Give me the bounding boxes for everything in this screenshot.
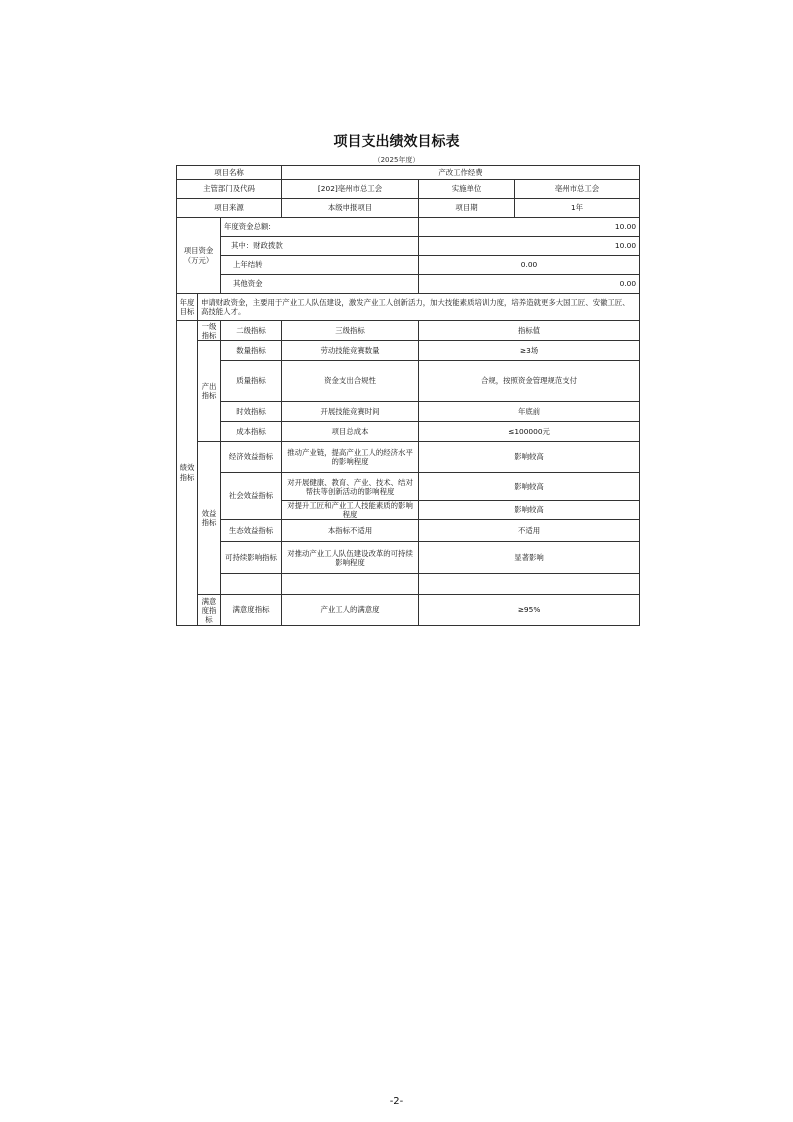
output-label: 产出指标 (198, 341, 221, 442)
funds-carryover-label: 上年结转 (221, 256, 419, 275)
indicator-value: 年底前 (419, 402, 640, 422)
table-row (177, 321, 640, 341)
table-row (177, 402, 640, 422)
indicator-l3: 资金支出合规性 (282, 361, 419, 402)
indicator-l2: 社会效益指标 (221, 473, 282, 520)
dept-label: 主管部门及代码 (177, 180, 282, 199)
indicator-l2: 时效指标 (221, 402, 282, 422)
level1-header: 一级指标 (198, 321, 221, 341)
table-row (177, 341, 640, 361)
table-row (177, 542, 640, 574)
indicator-value: 合规，按照资金管理规范支付 (419, 361, 640, 402)
level3-header: 三级指标 (282, 321, 419, 341)
funds-fiscal-label: 其中：财政拨款 (221, 237, 419, 256)
funds-total-label: 年度资金总额: (221, 218, 419, 237)
indicator-l2: 质量指标 (221, 361, 282, 402)
indicator-l3: 产业工人的满意度 (282, 595, 419, 626)
indicator-l3: 劳动技能竞赛数量 (282, 341, 419, 361)
indicator-l3: 推动产业链，提高产业工人的经济水平的影响程度 (282, 442, 419, 473)
page-title: 项目支出绩效目标表 (333, 134, 460, 150)
annual-goal-label: 年度目标 (177, 294, 198, 321)
funds-other-label: 其他资金 (221, 275, 419, 294)
project-name-label: 项目名称 (177, 166, 282, 180)
impl-unit-value: 亳州市总工会 (515, 180, 640, 199)
funds-total-value: 10.00 (419, 218, 640, 237)
indicator-l3: 对开展健康、教育、产业、技术、结对帮扶等创新活动的影响程度 (282, 473, 419, 501)
indicator-l3: 本指标不适用 (282, 520, 419, 542)
indicator-value: 影响较高 (419, 501, 640, 520)
table-row (177, 256, 640, 275)
impl-unit-label: 实施单位 (419, 180, 515, 199)
table-row (177, 595, 640, 626)
indicator-value: 影响较高 (419, 473, 640, 501)
indicator-value: ≤100000元 (419, 422, 640, 442)
source-value: 本级申报项目 (282, 199, 419, 218)
page-number: -2- (389, 1096, 404, 1107)
performance-table (176, 165, 640, 626)
source-label: 项目来源 (177, 199, 282, 218)
table-row (177, 180, 640, 199)
table-row (177, 166, 640, 180)
table-row (177, 442, 640, 473)
indicator-l2: 成本指标 (221, 422, 282, 442)
indicator-value: 影响较高 (419, 442, 640, 473)
table-row (177, 237, 640, 256)
table-row (177, 275, 640, 294)
indicator-l2: 生态效益指标 (221, 520, 282, 542)
project-name-value: 产改工作经费 (282, 166, 640, 180)
table-row (177, 473, 640, 501)
funds-label: 项目资金 （万元） (177, 218, 221, 294)
table-row (177, 218, 640, 237)
indicator-l2: 可持续影响指标 (221, 542, 282, 574)
indicator-value: ≥3场 (419, 341, 640, 361)
funds-carryover-value: 0.00 (419, 256, 640, 275)
funds-other-value: 0.00 (419, 275, 640, 294)
value-header: 指标值 (419, 321, 640, 341)
perf-label: 绩效指标 (177, 321, 198, 626)
indicator-l3: 项目总成本 (282, 422, 419, 442)
indicator-l3: 开展技能竞赛时间 (282, 402, 419, 422)
table-row (177, 520, 640, 542)
table-row (177, 294, 640, 321)
table-row (177, 361, 640, 402)
satisfaction-label: 满意度指标 (198, 595, 221, 626)
table-row (177, 422, 640, 442)
level2-header: 二级指标 (221, 321, 282, 341)
funds-fiscal-value: 10.00 (419, 237, 640, 256)
indicator-l2: 数量指标 (221, 341, 282, 361)
annual-goal-value: 申请财政资金，主要用于产业工人队伍建设，激发产业工人创新活力，加大技能素质培训力度，培养造就更多大国工匠、安徽工匠、高技能人才。 (198, 294, 640, 321)
benefit-label: 效益指标 (198, 442, 221, 595)
indicator-l2: 满意度指标 (221, 595, 282, 626)
indicator-l2: 经济效益指标 (221, 442, 282, 473)
indicator-l3: 对推动产业工人队伍建设改革的可持续影响程度 (282, 542, 419, 574)
indicator-value: ≥95% (419, 595, 640, 626)
table-row (177, 574, 640, 595)
period-value: 1年 (515, 199, 640, 218)
year-label: （2025年度） (373, 156, 420, 164)
period-label: 项目期 (419, 199, 515, 218)
indicator-l3: 对提升工匠和产业工人技能素质的影响程度 (282, 501, 419, 520)
indicator-value: 显著影响 (419, 542, 640, 574)
table-row (177, 199, 640, 218)
indicator-value: 不适用 (419, 520, 640, 542)
dept-value: [202]亳州市总工会 (282, 180, 419, 199)
